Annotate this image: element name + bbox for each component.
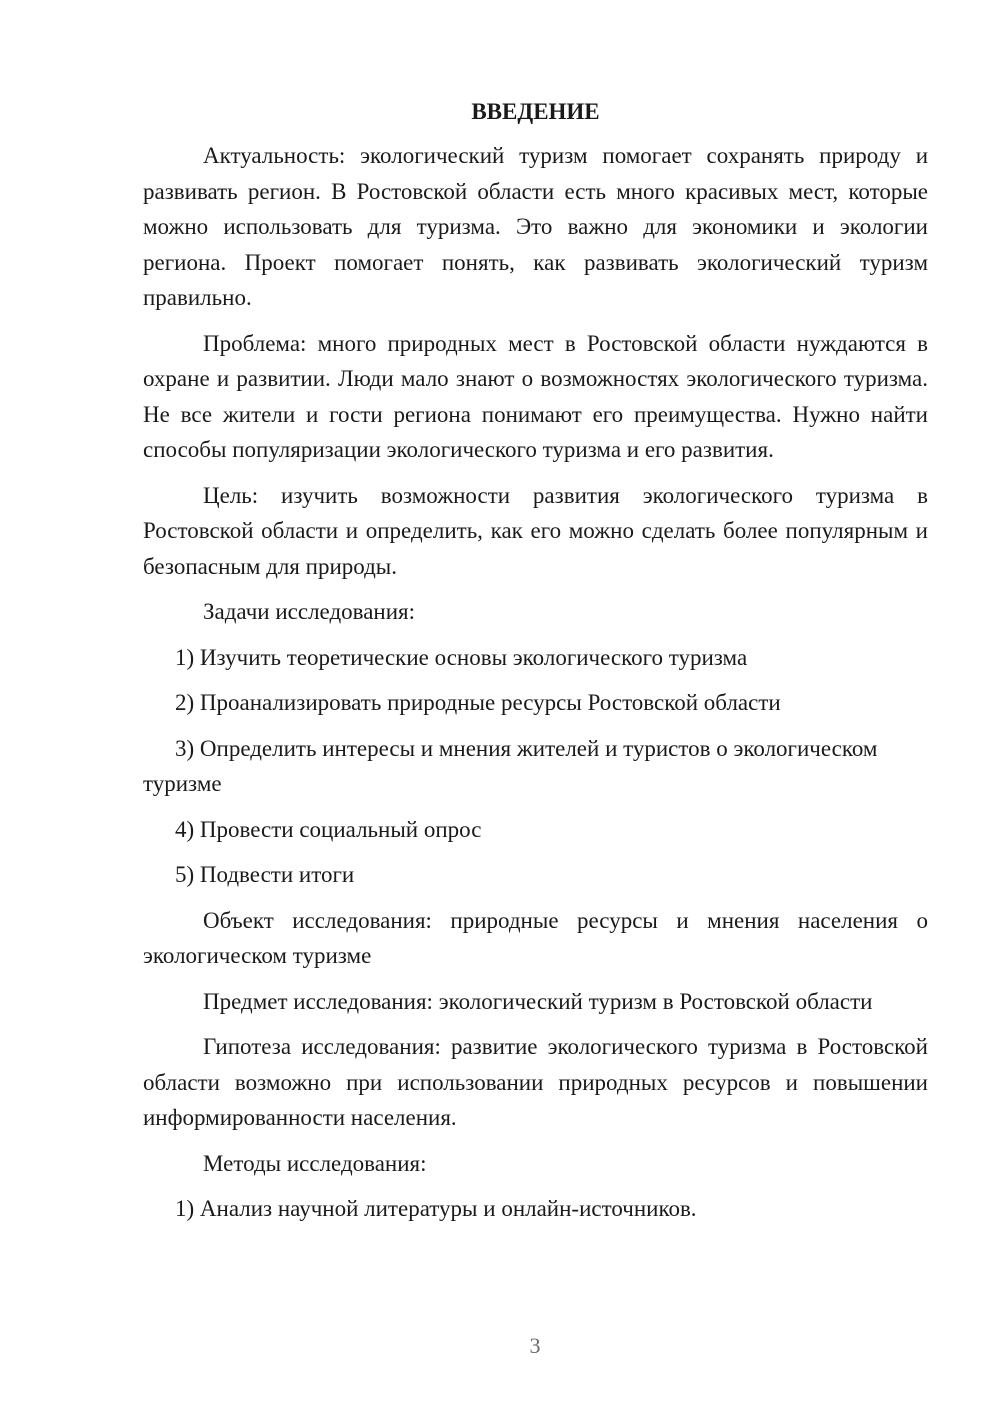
paragraph-hypothesis: Гипотеза исследования: развитие экологического туризма в Ростовской области возможно при использовании природных ресурсов и повышении информированности населения. (143, 1034, 928, 1130)
paragraph-goal: Цель: изучить возможности развития экологического туризма в Ростовской области и определить, как его можно сделать более популярным и безопасным для природы. (143, 482, 928, 579)
page-number: 3 (529, 1333, 541, 1358)
task-item-4: 4) Провести социальный опрос (175, 816, 482, 842)
task-item-5: 5) Подвести итоги (175, 862, 355, 887)
task-item-2: 2) Проанализировать природные ресурсы Ростовской области (175, 690, 781, 715)
tasks-heading: Задачи исследования: (203, 599, 416, 624)
paragraph-relevance: Актуальность: экологический туризм помогает сохранять природу и развивать регион. В Ростовской области есть много красивых мест, которые можно использовать для туризма. Это важно для экономики и экологии региона. Проект помогает понять, как развивать экологический туризм правильно. (143, 143, 928, 310)
paragraph-problem: Проблема: много природных мест в Ростовской области нуждаются в охране и развитии. Люди мало знают о возможностях экологического туризма. Не все жители и гости региона понимают его преимущества. Нужно найти способы популяризации экологического туризма и его развития. (143, 330, 928, 462)
method-item-1: 1) Анализ научной литературы и онлайн-источников. (175, 1196, 697, 1221)
page-title: ВВЕДЕНИЕ (471, 99, 600, 124)
paragraph-subject: Предмет исследования: экологический туризм в Ростовской области (203, 988, 873, 1014)
paragraph-object: Объект исследования: природные ресурсы и мнения населения о экологическом туризме (143, 907, 928, 968)
document-body (143, 96, 928, 1237)
methods-heading: Методы исследования: (203, 1150, 427, 1176)
task-item-3: 3) Определить интересы и мнения жителей и туристов о экологическом туризме (143, 735, 878, 796)
task-item-1: 1) Изучить теоретические основы экологического туризма (175, 644, 748, 670)
